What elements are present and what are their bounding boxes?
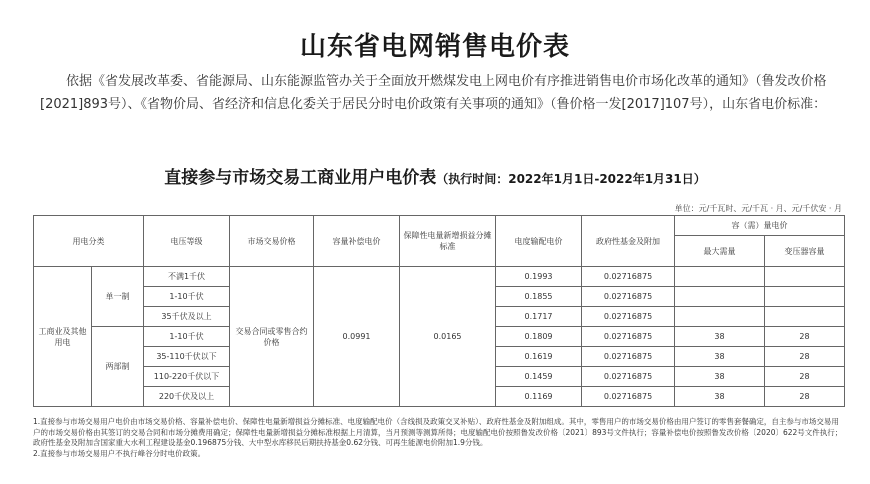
header-guarantee: 保障性电量新增损益分摊标准	[400, 216, 496, 267]
fund-cell: 0.02716875	[582, 307, 675, 327]
transmission-cell: 0.1855	[496, 287, 582, 307]
transformer-cell	[765, 287, 845, 307]
header-voltage: 电压等级	[144, 216, 230, 267]
transformer-cell: 28	[765, 347, 845, 367]
transmission-cell: 0.1809	[496, 327, 582, 347]
header-transformer: 变压器容量	[765, 236, 845, 267]
header-market-price: 市场交易价格	[230, 216, 314, 267]
transformer-cell	[765, 267, 845, 287]
voltage-cell: 1-10千伏	[144, 327, 230, 347]
fund-cell: 0.02716875	[582, 267, 675, 287]
voltage-cell: 35千伏及以上	[144, 307, 230, 327]
transmission-cell: 0.1169	[496, 387, 582, 407]
voltage-cell: 1-10千伏	[144, 287, 230, 307]
intro-paragraph: 依据《省发展改革委、省能源局、山东能源监管办关于全面放开燃煤发电上网电价有序推进销售电价市场化改革的通知》（鲁发改价格[2021]893号）、《省物价局、省经济和信息化委关于居民分时电价政策有关事项的通知》（鲁价格一发[2017]107号），山东省电价标准：	[40, 74, 827, 112]
voltage-cell: 不满1千伏	[144, 267, 230, 287]
header-fund: 政府性基金及附加	[582, 216, 675, 267]
execution-time: （执行时间：2022年1月1日-2022年1月31日）	[436, 172, 706, 186]
max-demand-cell: 38	[675, 367, 765, 387]
transformer-cell: 28	[765, 367, 845, 387]
transmission-cell: 0.1717	[496, 307, 582, 327]
category-cell: 工商业及其他用电	[34, 267, 92, 407]
group-single-cell: 单一制	[92, 267, 144, 327]
voltage-cell: 220千伏及以上	[144, 387, 230, 407]
max-demand-cell: 38	[675, 347, 765, 367]
transmission-cell: 0.1993	[496, 267, 582, 287]
transformer-cell	[765, 307, 845, 327]
max-demand-cell	[675, 287, 765, 307]
fund-cell: 0.02716875	[582, 347, 675, 367]
max-demand-cell: 38	[675, 387, 765, 407]
capacity-comp-cell: 0.0991	[314, 267, 400, 407]
fund-cell: 0.02716875	[582, 327, 675, 347]
group-two-cell: 两部制	[92, 327, 144, 407]
header-demand-group: 容（需）量电价	[675, 216, 845, 236]
header-capacity-comp: 容量补偿电价	[314, 216, 400, 267]
fund-cell: 0.02716875	[582, 367, 675, 387]
table-title	[0, 163, 870, 188]
page-title: 山东省电网销售电价表	[299, 32, 570, 62]
max-demand-cell: 38	[675, 327, 765, 347]
fund-cell: 0.02716875	[582, 287, 675, 307]
transmission-cell: 0.1459	[496, 367, 582, 387]
voltage-cell: 35-110千伏以下	[144, 347, 230, 367]
table-title-main: 直接参与市场交易工商业用户电价表	[164, 168, 437, 188]
voltage-cell: 110-220千伏以下	[144, 367, 230, 387]
max-demand-cell	[675, 267, 765, 287]
guarantee-cell: 0.0165	[400, 267, 496, 407]
header-category: 用电分类	[34, 216, 144, 267]
header-transmission: 电度输配电价	[496, 216, 582, 267]
max-demand-cell	[675, 307, 765, 327]
unit-note: 单位：元/千瓦时、元/千瓦 · 月、元/千伏安 · 月	[674, 204, 842, 213]
transformer-cell: 28	[765, 327, 845, 347]
footnotes	[33, 417, 844, 459]
header-max-demand: 最大需量	[675, 236, 765, 267]
footnote-1: 1.直接参与市场交易用户电价由市场交易价格、容量补偿电价、保障性电量新增损益分摊标准、电度输配电价（含线损及政策交叉补贴）、政府性基金及附加组成。其中，零售用户的市场交易价格由用户签订的零售套餐确定，自主参与市场交易用户的市场交易价格由其签订的交易合同和市场分摊费用确定；保障性电量新增损益分摊标准根据上月清算，当月预测等测算所得；电度输配电价按照鲁发改价格〔2021〕893号文件执行；容量补偿电价按照鲁发改价格〔2020〕622号文件执行；政府性基金及附加含国家重大水利工程建设基金0.196875分钱、大中型水库移民后期扶持基金0.62分钱、可再生能源电价附加1.9分钱。	[33, 417, 843, 447]
transformer-cell: 28	[765, 387, 845, 407]
price-table	[33, 215, 845, 407]
footnote-2: 2.直接参与市场交易用户不执行峰谷分时电价政策。	[33, 448, 206, 458]
table-row	[34, 267, 845, 287]
transmission-cell: 0.1619	[496, 347, 582, 367]
market-price-cell: 交易合同或零售合约价格	[230, 267, 314, 407]
fund-cell: 0.02716875	[582, 387, 675, 407]
